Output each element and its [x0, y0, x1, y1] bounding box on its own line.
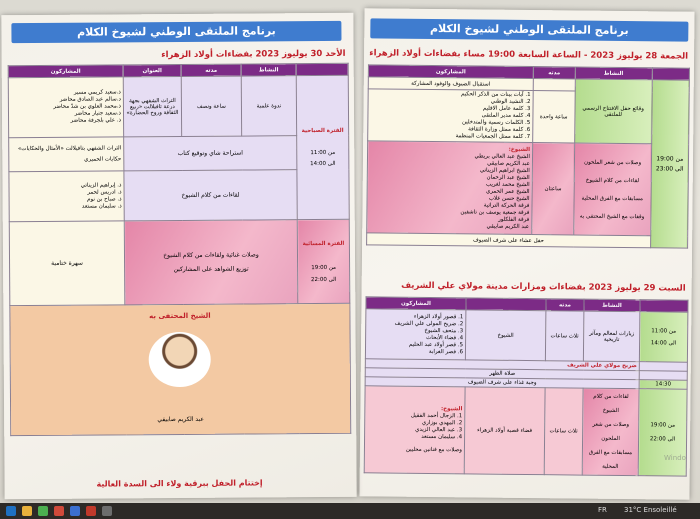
- sheikh-talks-speakers: ذ. إبراهيم الزيناتي ذ. ادريس لحمر ذ. صباح بن نوم ذ. سليمان مستعد: [9, 171, 124, 222]
- sat-evening-activities: لقاءات من كلام الشيوخ وصلات من شعر الملحون مسابقات مع الفرق المحلية: [582, 388, 639, 476]
- sat-visits-duration: ثلاث ساعات: [545, 311, 584, 361]
- browser-icon[interactable]: [38, 506, 48, 516]
- program-page-friday-saturday: [359, 8, 694, 499]
- sat-visits-places: 1. قصور أولاد الزهراء 2. ضريح المولى علي الشريف 3. متحف الشيوخ 4. فضاء الأبحاث 5. قصر أولاد عبد الحليم 6. فصر الغرابة: [365, 309, 466, 360]
- sun-col-title: العنوان: [123, 64, 181, 76]
- friday-dinner-row: حفل عشاء على شرف الضيوف: [367, 233, 651, 248]
- book-signing-titles: التراث الشفهي بتافيلالت «الأمثال والحكايات» حكايات الحميري: [9, 137, 124, 172]
- powerpoint-icon[interactable]: [54, 506, 64, 516]
- sun-col-time: [296, 63, 348, 75]
- program-page-sunday: [1, 13, 356, 499]
- evening-period-cell: الفترة المسائية من 19:00 الى 22:00: [297, 219, 350, 303]
- col-participants-header: المشاركون: [368, 65, 533, 79]
- honoree-photo: [149, 332, 211, 387]
- day-heading-friday: الجمعة 28 يوليوز 2023 - الساعة السابعة 19:00 مساء بفضاءات أولاد الزهراء: [369, 48, 689, 62]
- lunch-row: وجبة غذاء على شرف الضيوف: [365, 377, 639, 389]
- honoree-section: [10, 303, 351, 435]
- sat-visits-sheikhs: الشيوخ: [465, 310, 546, 361]
- morning-period-cell: الفترة الصباحية من 11:00 الى 14:00: [296, 75, 349, 219]
- prayer-row: صلاة الظهر: [365, 368, 639, 380]
- honoree-label: الشيخ المحتفى به: [149, 311, 211, 321]
- sat-midday-time: 14:30: [639, 380, 687, 390]
- sun-col-activity: النشاط: [241, 64, 296, 76]
- tea-break-row: استراحة شاي وتوقيع كتاب: [124, 136, 297, 171]
- honoree-name: عبد الكريم صابيقي: [157, 415, 204, 424]
- evening-activities-list: وصلات من شعر الملحون لقاءات من كلام الشيوخ مسابقات مع الفرق المحلية وقفات مع الشيخ المحتفى به: [573, 143, 651, 236]
- windows-watermark: Windo: [664, 454, 686, 462]
- sat-evening-participants: الشيوخ: 1. الزجال أحمد الفقيل 2. المهدي بوزاري 3. عبد العالي الزيدي 4. سليمان مستعد وصلات مع فنانين محليين: [364, 386, 465, 474]
- symposium-duration: ساعة ونصف: [181, 76, 241, 136]
- word-icon[interactable]: [70, 506, 80, 516]
- duration-opening: ساعة واحدة: [533, 91, 575, 143]
- sat-evening-duration: ثلاث ساعات: [544, 388, 583, 475]
- spacer-cell: [639, 362, 687, 372]
- spacer-cell: [639, 371, 687, 381]
- shrine-visit-row: ضريح مولاي علي الشريف: [365, 359, 639, 371]
- sheikh-talks-row: لقاءات من كلام الشيوخ: [124, 170, 297, 221]
- sun-col-duration: مدته: [181, 64, 241, 76]
- sat-morning-time: من 11:00 الى 14:00: [639, 312, 688, 362]
- taskbar: [0, 503, 700, 519]
- sat-visits-activity: زيارات لمعالم ومآثر تاريخية: [583, 311, 640, 362]
- saturday-schedule-table: [364, 296, 689, 476]
- day-heading-saturday: السبت 29 يوليوز 2023 بفضاءات ومزارات مدينة مولاي علي الشريف: [401, 280, 686, 294]
- col-time-header: [652, 68, 689, 80]
- sunday-schedule-table: [8, 63, 352, 436]
- closing-footer: إختتام الحفل ببرقية ولاء الى السدة العالية: [96, 478, 263, 489]
- col-duration-header: مدته: [533, 67, 575, 79]
- symposium-activity: ندوة علمية: [241, 76, 296, 136]
- closing-evening-label: سهرة ختامية: [9, 221, 125, 306]
- duration-evening: ساعتان: [532, 143, 575, 235]
- program-title-left: برنامج الملتقى الوطني لشيوخ الكلام: [11, 21, 341, 43]
- activity-opening: وقائع حفل الافتتاح الرسمي للملتقى: [574, 79, 652, 144]
- sun-col-participants: المشاركون: [8, 65, 123, 78]
- start-icon[interactable]: [6, 506, 16, 516]
- closing-evening-activities: وصلات غنائية ولقاءات من كلام الشيوخ توزيع الشواهد على المشاركين: [124, 220, 298, 305]
- sat-col-place: [466, 298, 546, 311]
- symposium-speakers: ذ.سعيد كريمي مسير د.سالم عبد الصادق محاضر ذ.محمد العلوي بن شدّ محاضر ذ.سعيد جنيار محاضر ذ. علي بلجرفة محاضر: [8, 77, 123, 138]
- friday-schedule-table: [366, 64, 690, 248]
- day-heading-sunday: الأحد 30 يوليوز 2023 بفضاءات أولاد الزهراء: [161, 48, 346, 61]
- program-title: برنامج الملتقى الوطني لشيوخ الكلام: [370, 18, 688, 41]
- sat-col-activity: النشاط: [584, 299, 640, 312]
- opening-speakers-list: 1. آيات بينات من الذكر الحكيم 2. النشيد الوطني 3. كلمة عامل الاقليم 4. كلمة مدير الملتقى 5. الكلمات رسمية والمتدخلين 6. كلمة ممثل وزارة الثقافة 7. كلمة ممثل الجمعيات المنظمة: [368, 89, 533, 143]
- file-explorer-icon[interactable]: [22, 506, 32, 516]
- participant-reception: استقبال الضيوف والوفود المشاركة: [368, 77, 533, 91]
- col-activity-header: النشاط: [575, 67, 652, 80]
- sat-evening-place: فضاء قصبة أولاد الزهراء: [464, 387, 545, 475]
- sat-evening-time: من 19:00 الى 22:00: [638, 389, 687, 476]
- sheikhs-list: الشيوخ: الشيخ عبد العالي بريطي عبد الكريم صابيقي الشيخ ابراهيم الزيناتي الشيخ عبد الرحمان الشيخ محمد لغريب الشيخ عمر الحمري الشيخ حسن غلاب فرقة الحركة التراثية فرقة جمعية يوسف بن تاشفين فرقة الفلكلور عبد الكريم صابيقي: [367, 141, 533, 235]
- friday-time-cell: من 19:00 الى 23:00: [650, 80, 689, 248]
- sat-col-participants: المشاركون: [366, 297, 466, 310]
- app-icon[interactable]: [102, 506, 112, 516]
- sat-col-duration: مدته: [546, 299, 584, 311]
- weather-widget[interactable]: 31°C Ensoleillé: [624, 506, 677, 514]
- sat-col-time: [640, 300, 688, 313]
- pdf-icon[interactable]: [86, 506, 96, 516]
- duration-reception: [533, 79, 575, 91]
- language-indicator[interactable]: FR: [598, 506, 607, 514]
- symposium-title: التراث الشفهي بجهة درعة تافيلالت «ربيع الثقافة وروح الحضارة»: [123, 76, 181, 136]
